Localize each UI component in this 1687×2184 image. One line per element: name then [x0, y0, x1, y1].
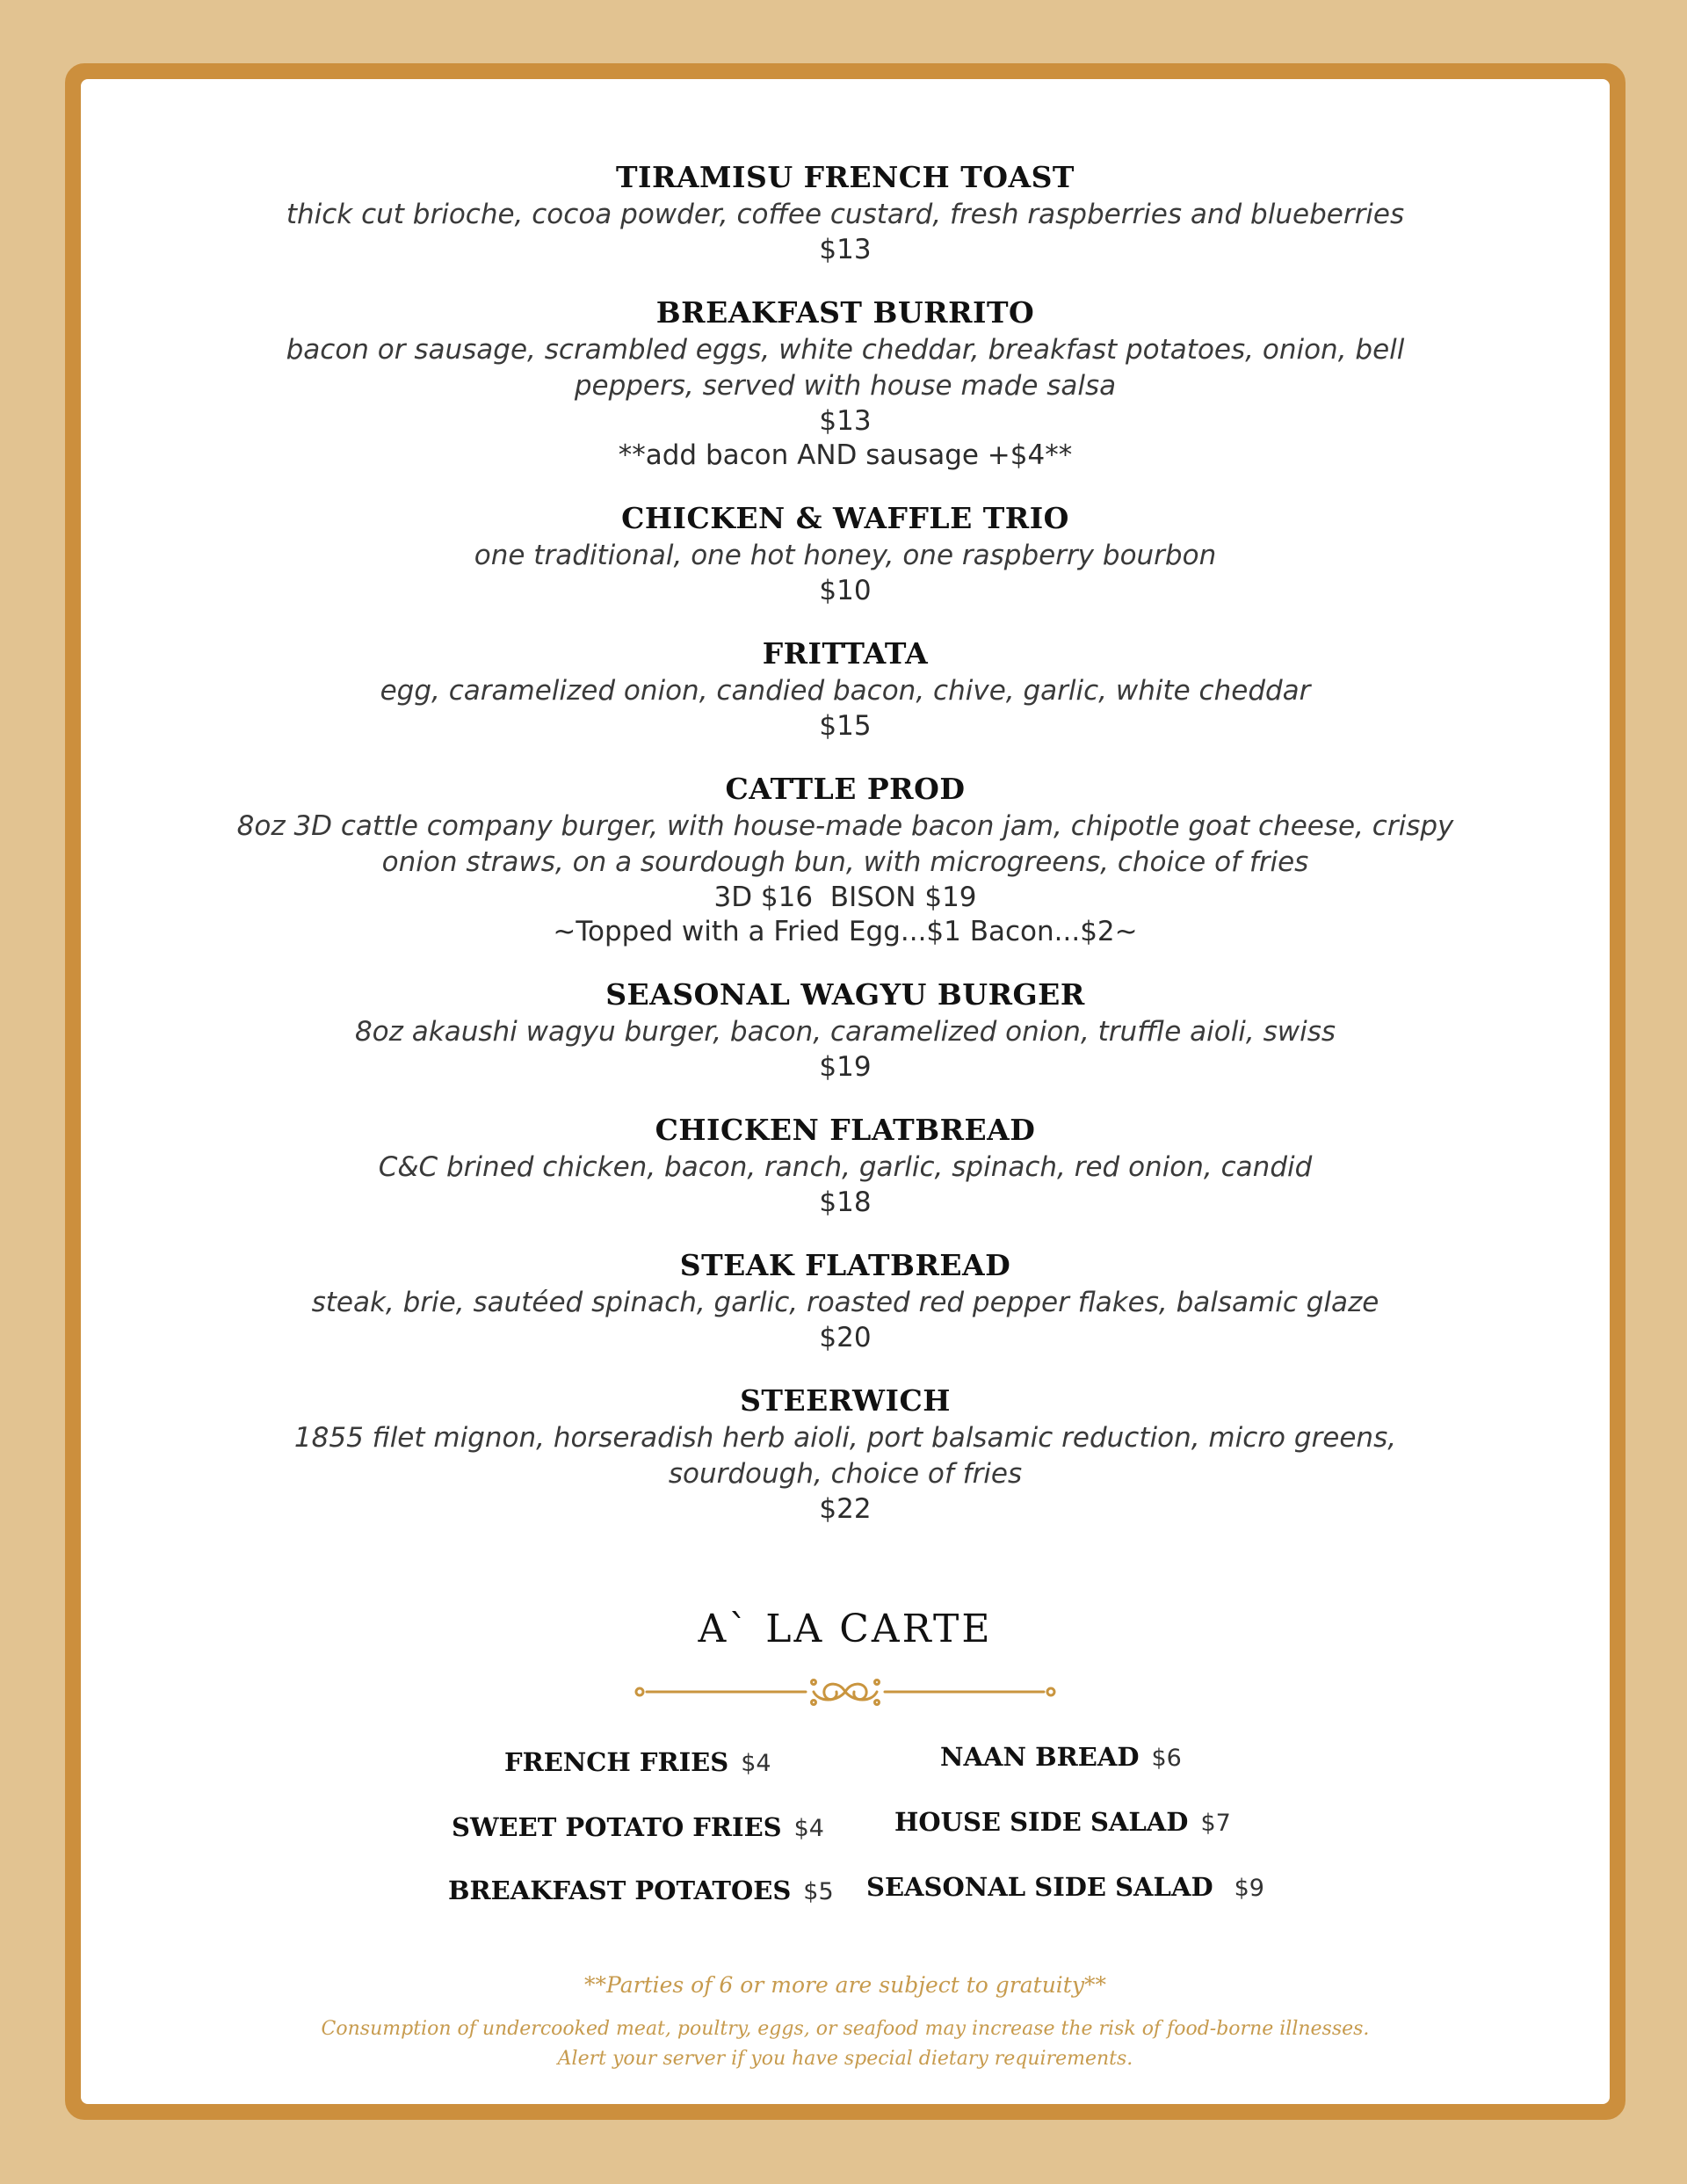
side-item-name: NAAN BREAD — [940, 1742, 1140, 1772]
food-safety-warning: Consumption of undercooked meat, poultry, eggs, or seafood may increase the risk of food-borne illnesses. — [321, 2018, 1370, 2040]
menu-item — [81, 635, 1610, 744]
item-addon: ~Topped with a Fried Egg...$1 Bacon...$2~ — [553, 916, 1138, 947]
item-name: BREAKFAST BURRITO — [655, 295, 1035, 330]
side-item-name: HOUSE SIDE SALAD — [894, 1807, 1189, 1837]
menu-item — [81, 158, 1610, 267]
side-item-french-fries — [504, 1747, 771, 1777]
side-item-name: SWEET POTATO FRIES — [452, 1812, 782, 1842]
item-description: bacon or sausage, scrambled eggs, white cheddar, breakfast potatoes, onion, bell peppers, served with house made salsa — [286, 334, 1405, 402]
item-price: 3D $16 BISON $19 — [713, 882, 977, 913]
menu-item — [81, 1246, 1610, 1355]
side-item-name: FRENCH FRIES — [504, 1747, 729, 1777]
menu-card — [81, 79, 1610, 2104]
item-description: egg, caramelized onion, candied bacon, chive, garlic, white cheddar — [380, 675, 1311, 707]
side-item-naan-bread — [940, 1742, 1182, 1772]
item-name: CHICKEN FLATBREAD — [655, 1113, 1036, 1147]
menu-item — [81, 770, 1610, 949]
item-price: $13 — [819, 234, 872, 265]
side-item-price: $4 — [793, 1815, 824, 1842]
item-price: $19 — [819, 1051, 872, 1083]
side-item-sweet-potato-fries — [452, 1812, 824, 1842]
side-item-seasonal-side-salad — [866, 1872, 1264, 1902]
gratuity-note: **Parties of 6 or more are subject to gratuity** — [584, 1972, 1106, 1998]
menu-items-list — [81, 158, 1610, 1553]
item-description: one traditional, one hot honey, one raspberry bourbon — [474, 540, 1217, 571]
item-name: STEERWICH — [740, 1383, 951, 1418]
item-name: STEAK FLATBREAD — [679, 1248, 1011, 1282]
item-description: C&C brined chicken, bacon, ranch, garlic, spinach, red onion, candid — [378, 1151, 1313, 1183]
item-name: CHICKEN & WAFFLE TRIO — [621, 501, 1069, 535]
menu-item — [81, 1111, 1610, 1220]
item-description: 8oz 3D cattle company burger, with house-made bacon jam, chipotle goat cheese, crispy onion straws, on a sourdough bun, with microgreens, choice of fries — [236, 810, 1454, 878]
item-name: SEASONAL WAGYU BURGER — [605, 977, 1085, 1012]
item-description: 8oz akaushi wagyu burger, bacon, caramelized onion, truffle aioli, swiss — [354, 1016, 1336, 1048]
flourish-divider-icon — [626, 1670, 1065, 1714]
item-price: $18 — [819, 1186, 872, 1218]
a-la-carte-title: A` LA CARTE — [698, 1607, 993, 1651]
menu-item — [81, 499, 1610, 608]
item-price: $10 — [819, 575, 872, 606]
menu-item — [81, 1382, 1610, 1527]
item-description: thick cut brioche, cocoa powder, coffee custard, fresh raspberries and blueberries — [286, 199, 1405, 230]
item-price: $20 — [819, 1322, 872, 1353]
side-item-price: $4 — [741, 1750, 771, 1777]
side-item-price: $9 — [1234, 1875, 1264, 1902]
dietary-note: Alert your server if you have special dietary requirements. — [557, 2048, 1133, 2070]
side-item-price: $6 — [1151, 1745, 1182, 1772]
item-name: FRITTATA — [762, 636, 929, 671]
item-description: 1855 filet mignon, horseradish herb aioli, port balsamic reduction, micro greens, sourdough, choice of fries — [293, 1422, 1397, 1490]
side-item-breakfast-potatoes — [448, 1876, 834, 1905]
item-addon: **add bacon AND sausage +$4** — [618, 439, 1073, 471]
side-item-name: SEASONAL SIDE SALAD — [866, 1872, 1213, 1902]
side-item-name: BREAKFAST POTATOES — [448, 1876, 792, 1905]
item-price: $22 — [819, 1493, 872, 1525]
item-name: CATTLE PROD — [725, 772, 966, 806]
item-description: steak, brie, sautéed spinach, garlic, roasted red pepper flakes, balsamic glaze — [311, 1287, 1379, 1318]
side-item-price: $5 — [803, 1878, 834, 1905]
menu-item — [81, 976, 1610, 1085]
menu-frame — [65, 63, 1625, 2120]
item-name: TIRAMISU FRENCH TOAST — [616, 160, 1075, 194]
side-item-price: $7 — [1200, 1810, 1231, 1837]
item-price: $15 — [819, 710, 872, 742]
menu-item — [81, 294, 1610, 473]
item-price: $13 — [819, 405, 872, 437]
side-item-house-side-salad — [894, 1807, 1231, 1837]
